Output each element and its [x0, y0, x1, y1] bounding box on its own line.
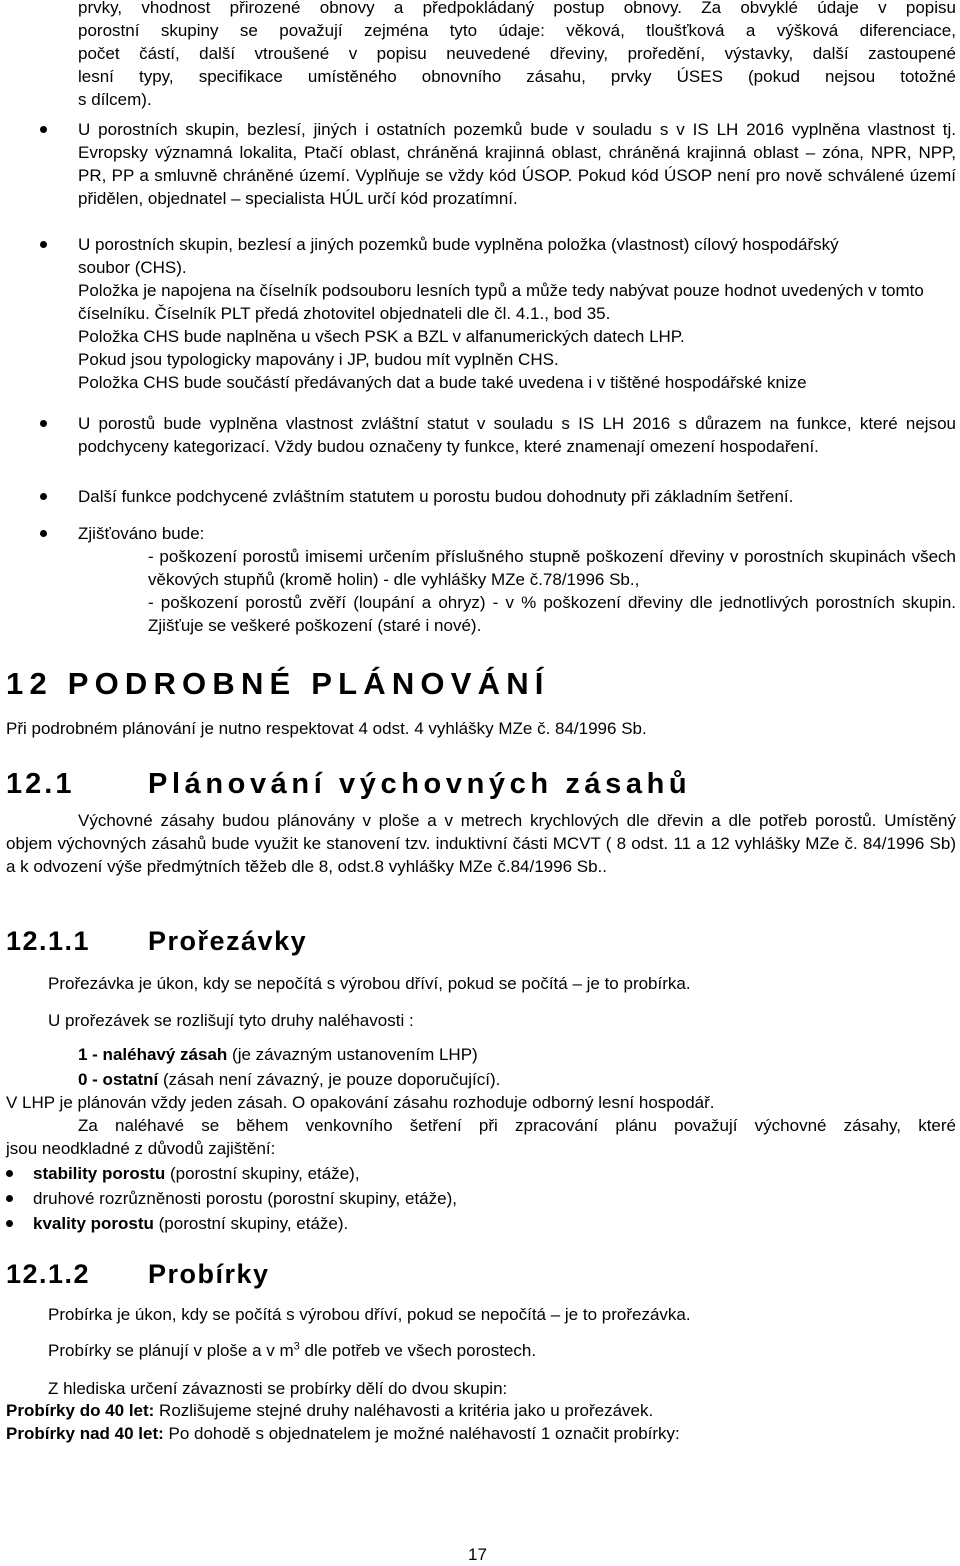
paragraph: V LHP je plánován vždy jeden zásah. O opakování zásahu rozhoduje odborný lesní hospodář.: [6, 1093, 715, 1112]
paragraph: Za naléhavé se během venkovního šetření při zpracování plánu považují výchovné zásahy, které: [78, 1116, 956, 1135]
urgency-desc: (je závazným ustanovením LHP): [227, 1045, 478, 1064]
bullet-icon: [40, 530, 47, 537]
bullet-icon: [40, 420, 47, 427]
bullet-icon: [40, 126, 47, 133]
subsubsection-heading: Probírky: [148, 1259, 270, 1289]
paragraph: Probírka je úkon, kdy se počítá s výrobou dříví, pokud se nepočítá – je to prořezávka.: [48, 1305, 691, 1324]
list-item-bold: kvality porostu: [33, 1214, 154, 1233]
urgency-item: [78, 1043, 478, 1066]
list-item-rest: (porostní skupiny, etáže),: [165, 1164, 360, 1183]
text-part: dle potřeb ve všech porostech.: [299, 1341, 537, 1360]
paragraph: [6, 1399, 653, 1422]
section-heading: 12 PODROBNÉ PLÁNOVÁNÍ: [6, 666, 550, 701]
paragraph: U prořezávek se rozlišují tyto druhy naléhavosti :: [48, 1011, 414, 1030]
subsubsection-number: 12.1.2: [6, 1259, 91, 1289]
page-number: 17: [468, 1545, 487, 1564]
list-item: druhové rozrůzněnosti porostu (porostní skupiny, etáže),: [33, 1189, 457, 1208]
bullet-paragraph: Položka je napojena na číselník podsouboru lesních typů a může tedy nabývat pouze hodnot uvedených v tomto číselníku. Číselník PLT předá zhotovitel objednateli dle čl. 4.1., bod 35.: [78, 281, 924, 323]
text-line: lesní typy, specifikace umístěného obnovního zásahu, prvky ÚSES (pokud nejsou totožné: [78, 67, 956, 86]
bullet-paragraph: Položka CHS bude naplněna u všech PSK a BZL v alfanumerických datech LHP.: [78, 327, 685, 346]
text-line: porostní skupiny se považují zejména tyto údaje: věková, tloušťková a výšková diferenciace,: [78, 21, 956, 40]
paragraph: [48, 1339, 536, 1362]
bullet-paragraph: U porostních skupin, bezlesí, jiných i ostatních pozemků bude v souladu s v IS LH 2016 vyplněna vlastnost tj. Evropsky významná lokalita, Ptačí oblast, chráněná krajinná oblast, chráněná krajinná oblast – zóna, NPR, NPP, PR, PP a smluvně chráněné území. Vyplňuje se vždy kód ÚSOP. Pokud kód ÚSOP není pro nově schválené území přidělen, objednatel – specialista HÚL určí kód prozatímní.: [78, 120, 956, 208]
list-item: [33, 1162, 360, 1185]
bullet-paragraph: Položka CHS bude součástí předávaných dat a bude také uvedena i v tištěné hospodářské knize: [78, 373, 807, 392]
bullet-icon: [6, 1170, 13, 1177]
urgency-label: 1 - naléhavý zásah: [78, 1045, 228, 1064]
section-intro: Při podrobném plánování je nutno respektovat 4 odst. 4 vyhlášky MZe č. 84/1996 Sb.: [6, 719, 647, 738]
list-item: - poškození porostů imisemi určením příslušného stupně poškození dřeviny v porostních skupinách všech věkových stupňů (kromě holin) - dle vyhlášky MZe č.78/1996 Sb.,: [148, 547, 956, 589]
bullet-icon: [40, 493, 47, 500]
text-line: prvky, vhodnost přirozené obnovy a předpokládaný postup obnovy. Za obvyklé údaje v popisu: [78, 0, 956, 17]
bullet-paragraph: U porostních skupin, bezlesí a jiných pozemků bude vyplněna položka (vlastnost) cílový hospodářský soubor (CHS).: [78, 235, 839, 277]
subsection-heading: Plánování výchovných zásahů: [148, 768, 692, 800]
urgency-label: 0 - ostatní: [78, 1070, 159, 1089]
subsection-number: 12.1: [6, 768, 75, 800]
paragraph: Prořezávka je úkon, kdy se nepočítá s výrobou dříví, pokud se počítá – je to probírka.: [48, 974, 691, 993]
urgency-item: [78, 1068, 500, 1091]
paragraph: jsou neodkladné z důvodů zajištění:: [6, 1139, 276, 1158]
label-bold: Probírky do 40 let:: [6, 1401, 155, 1420]
bullet-icon: [6, 1195, 13, 1202]
list-item: [33, 1212, 348, 1235]
text-line: počet částí, další vtroušené v popisu neuvedené dřeviny, proředění, výstavky, další zastoupené: [78, 44, 956, 63]
superscript: 3: [293, 1340, 300, 1353]
list-item-rest: (porostní skupiny, etáže).: [153, 1214, 349, 1233]
subsubsection-number: 12.1.1: [6, 926, 91, 956]
bullet-paragraph: U porostů bude vyplněna vlastnost zvláštní statut v souladu s IS LH 2016 s důrazem na funkce, které nejsou podchyceny kategorizací. Vždy budou označeny ty funkce, které znamenají omezení hospodaření.: [78, 414, 956, 456]
text-part: Po dohodě s objednatelem je možné naléhavostí 1 označit probírky:: [163, 1424, 680, 1443]
text-part: Rozlišujeme stejné druhy naléhavosti a kritéria jako u prořezávek.: [154, 1401, 654, 1420]
list-item: - poškození porostů zvěří (loupání a ohryz) - v % poškození dřeviny dle jednotlivých porostních skupin. Zjišťuje se veškeré poškození (staré i nové).: [148, 593, 956, 635]
bullet-paragraph: Zjišťováno bude:: [78, 524, 205, 543]
text-part: Probírky se plánují v ploše a v m: [48, 1341, 294, 1360]
subsection-paragraph: Výchovné zásahy budou plánovány v ploše a v metrech krychlových dle dřevin a dle potřeb porostů. Umístěný objem výchovných zásahů bude využit ke stanovení tzv. induktivní části MCVT ( 8 odst. 11 a 12 vyhlášky MZe č. 84/1996 Sb) a k odvození výše předmýtních těžeb dle 8, odst.8 vyhlášky MZe č.84/1996 Sb..: [6, 811, 956, 876]
text-line: s dílcem).: [78, 90, 152, 109]
bullet-paragraph: Další funkce podchycené zvláštním statutem u porostu budou dohodnuty při základním šetření.: [78, 487, 794, 506]
bullet-icon: [6, 1220, 13, 1227]
subsubsection-heading: Prořezávky: [148, 926, 308, 956]
bullet-paragraph: Pokud jsou typologicky mapovány i JP, budou mít vyplněn CHS.: [78, 350, 559, 369]
paragraph: [6, 1422, 680, 1445]
urgency-desc: (zásah není závazný, je pouze doporučující).: [158, 1070, 501, 1089]
paragraph: Z hlediska určení závaznosti se probírky dělí do dvou skupin:: [48, 1379, 508, 1398]
label-bold: Probírky nad 40 let:: [6, 1424, 164, 1443]
bullet-icon: [40, 241, 47, 248]
list-item-bold: stability porostu: [33, 1164, 166, 1183]
